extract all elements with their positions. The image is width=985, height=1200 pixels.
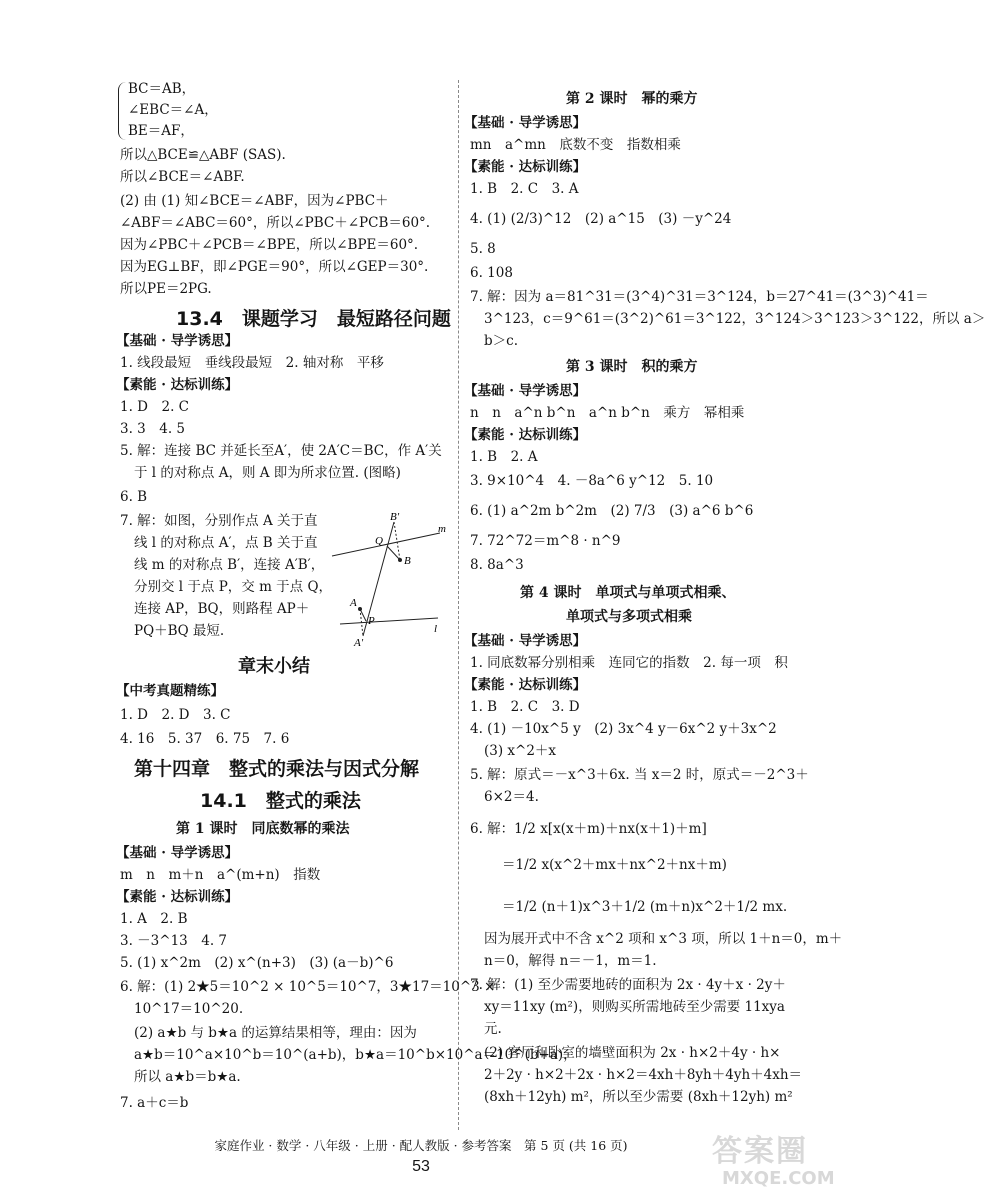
lesson-title: 第 4 课时 单项式与单项式相乘、 [520,585,736,601]
label-a-prime: A′ [354,637,364,649]
answer-line: 8. 8a^3 [470,557,524,573]
answer-line: 4. (1) (2/3)^12 (2) a^15 (3) －y^24 [470,211,732,227]
tag-label: 【素能 · 达标训练】 [116,377,239,393]
watermark-logo: 答案圈 [712,1134,808,1169]
answer-line: 1. B 2. C 3. A [470,181,579,197]
label-p: P [368,615,375,627]
answer-line: 线 m 的对称点 B′，连接 A′B′， [134,557,325,573]
proof-line: ∠EBC＝∠A， [128,102,218,118]
answer-line: 3. －3^13 4. 7 [120,933,228,949]
answer-line: 1. B 2. A [470,449,538,465]
answer-line: 3. 9×10^4 4. －8a^6 y^12 5. 10 [470,473,714,489]
answer-line: 6. 解：(1) 2★5＝10^2 × 10^5＝10^7，3★17＝10^3 × [120,979,496,995]
tag-label: 【素能 · 达标训练】 [464,159,587,175]
watermark-url: MXQE.COM [722,1168,835,1189]
answer-line: 6. B [120,489,148,505]
segment-qb [387,546,400,560]
answer-line: 2＋2y · h×2＋2x · h×2＝4xh＋8yh＋4yh＋4xh＝ [484,1067,803,1083]
tag-label: 【中考真题精练】 [116,683,224,699]
answer-line: (8xh＋12yh) m²，所以至少需要 (8xh＋12yh) m² [484,1089,793,1105]
answer-line: 7. 解：(1) 至少需要地砖的面积为 2x · 4y＋x · 2y＋ [470,977,786,993]
answer-line: 4. (1) －10x^5 y (2) 3x^4 y－6x^2 y＋3x^2 [470,721,777,737]
answer-line: 5. 解：连接 BC 并延长至A′，使 2A′C＝BC，作 A′关 [120,443,442,459]
tag-label: 【基础 · 导学诱思】 [464,383,587,399]
answer-line: 因为展开式中不含 x^2 项和 x^3 项，所以 1＋n＝0，m＋ [484,931,843,947]
shortest-path-figure [330,508,450,648]
answer-line: 7. a＋c＝b [120,1095,189,1111]
answer-line: 1. D 2. C [120,399,189,415]
answer-line: 线 l 的对称点 A′，点 B 关于直 [134,535,318,551]
answer-line: 7. 解：因为 a＝81^31＝(3^4)^31＝3^124，b＝27^41＝(3^3)^41＝ [470,289,929,305]
proof-line: (2) 由 (1) 知∠BCE＝∠ABF，因为∠PBC＋ [120,193,389,209]
tag-label: 【素能 · 达标训练】 [464,677,587,693]
proof-line: BC＝AB， [128,81,196,97]
answer-line: 4. 16 5. 37 6. 75 7. 6 [120,731,290,747]
answer-line: 1. 同底数幂分别相乘 连同它的指数 2. 每一项 积 [470,655,788,671]
label-l: l [434,623,438,635]
lesson-title: 第 1 课时 同底数幂的乘法 [176,821,350,837]
answer-line: 元. [484,1021,502,1037]
answer-line: 3. 3 4. 5 [120,421,186,437]
tag-label: 【基础 · 导学诱思】 [464,115,587,131]
answer-line: n n a^n b^n a^n b^n 乘方 幂相乘 [470,405,745,421]
point-a [358,607,362,611]
tag-label: 【素能 · 达标训练】 [464,427,587,443]
column-divider [458,80,459,1130]
label-b-prime: B′ [390,511,400,523]
label-b: B [404,555,411,567]
answer-line: (2) 客厅和卧室的墙壁面积为 2x · h×2＋4y · h× [484,1045,781,1061]
answer-line: 6×2＝4. [484,789,539,805]
answer-line: 5. 解：原式＝－x^3＋6x. 当 x＝2 时，原式＝－2^3＋ [470,767,809,783]
answer-line: xy＝11xy (m²)，则购买所需地砖至少需要 11xya [484,999,785,1015]
answer-line: 6. 108 [470,265,513,281]
answer-line: b＞c. [484,333,518,349]
proof-line: BE＝AF， [128,123,194,139]
answer-line: m n m＋n a^(m+n) 指数 [120,867,321,883]
proof-line: 因为∠PBC＋∠PCB＝∠BPE，所以∠BPE＝60°. [120,237,419,253]
answer-line: 于 l 的对称点 A，则 A 即为所求位置. (图略) [134,465,401,481]
answer-line: 连接 AP，BQ，则路程 AP＋ [134,601,310,617]
lesson-title: 第 3 课时 积的乘方 [566,359,698,375]
answer-line: 分别交 l 于点 P，交 m 于点 Q， [134,579,333,595]
proof-line: ∠ABF＝∠ABC＝60°，所以∠PBC＋∠PCB＝60°. [120,215,431,231]
answer-line: 7. 解：如图，分别作点 A 关于直 [120,513,318,529]
page-footer: 家庭作业 · 数学 · 八年级 · 上册 · 配人教版 · 参考答案 第 5 页 (共 16 页) [214,1138,628,1153]
answer-line: 6. (1) a^2m b^2m (2) 7/3 (3) a^6 b^6 [470,503,754,519]
answer-line: 6. 解：1/2 x[x(x＋m)＋nx(x＋1)＋m] [470,821,707,837]
answer-line: (3) x^2＋x [484,743,557,759]
answer-line: 1. 线段最短 垂线段最短 2. 轴对称 平移 [120,355,384,371]
tag-label: 【基础 · 导学诱思】 [116,845,239,861]
proof-line: 因为EG⊥BF，即∠PGE＝90°，所以∠GEP＝30°. [120,259,429,275]
answer-line: 所以 a★b＝b★a. [134,1069,241,1085]
proof-line: 所以△BCE≌△ABF (SAS). [120,147,286,163]
page-number: 53 [412,1158,430,1175]
section-title-13-4: 13.4 课题学习 最短路径问题 [176,308,451,330]
answer-line: ＝1/2 x(x^2＋mx＋nx^2＋nx＋m) [502,857,727,873]
answer-line: 5. 8 [470,241,496,257]
point-b [398,558,402,562]
answer-line: 7. 72^72＝m^8 · n^9 [470,533,621,549]
lesson-title: 第 2 课时 幂的乘方 [566,91,698,107]
segment-ap [360,609,366,621]
answer-line: 5. (1) x^2m (2) x^(n+3) (3) (a－b)^6 [120,955,394,971]
label-q: Q [375,535,383,547]
tag-label: 【基础 · 导学诱思】 [464,633,587,649]
line-l [340,618,438,624]
tag-label: 【素能 · 达标训练】 [116,889,239,905]
answer-line: 1. B 2. C 3. D [470,699,580,715]
section-title-14-1: 14.1 整式的乘法 [200,790,361,812]
answer-line: mn a^mn 底数不变 指数相乘 [470,137,681,153]
answer-line: ＝1/2 (n＋1)x^3＋1/2 (m＋n)x^2＋1/2 mx. [502,899,788,915]
chapter-summary-title: 章末小结 [238,656,310,677]
answer-line: (2) a★b 与 b★a 的运算结果相等，理由：因为 [134,1025,417,1041]
label-m: m [438,523,446,535]
answer-line: 1. A 2. B [120,911,188,927]
system-brace [118,82,126,140]
lesson-title: 单项式与多项式相乘 [566,609,692,625]
chapter-14-title: 第十四章 整式的乘法与因式分解 [134,758,420,780]
answer-line: 3^123，c＝9^61＝(3^2)^61＝3^122，3^124＞3^123＞3^122，所以 a＞ [484,311,985,327]
answer-line: 10^17＝10^20. [134,1001,244,1017]
proof-line: 所以PE＝2PG. [120,281,212,297]
answer-line: n＝0，解得 n＝－1，m＝1. [484,953,657,969]
tag-label: 【基础 · 导学诱思】 [116,333,239,349]
answer-line: a★b＝10^a×10^b＝10^(a+b)，b★a＝10^b×10^a＝10^(b+a)， [134,1047,577,1063]
proof-line: 所以∠BCE＝∠ABF. [120,169,245,185]
answer-line: 1. D 2. D 3. C [120,707,231,723]
answer-line: PQ＋BQ 最短. [134,623,225,639]
label-a: A [350,597,357,609]
